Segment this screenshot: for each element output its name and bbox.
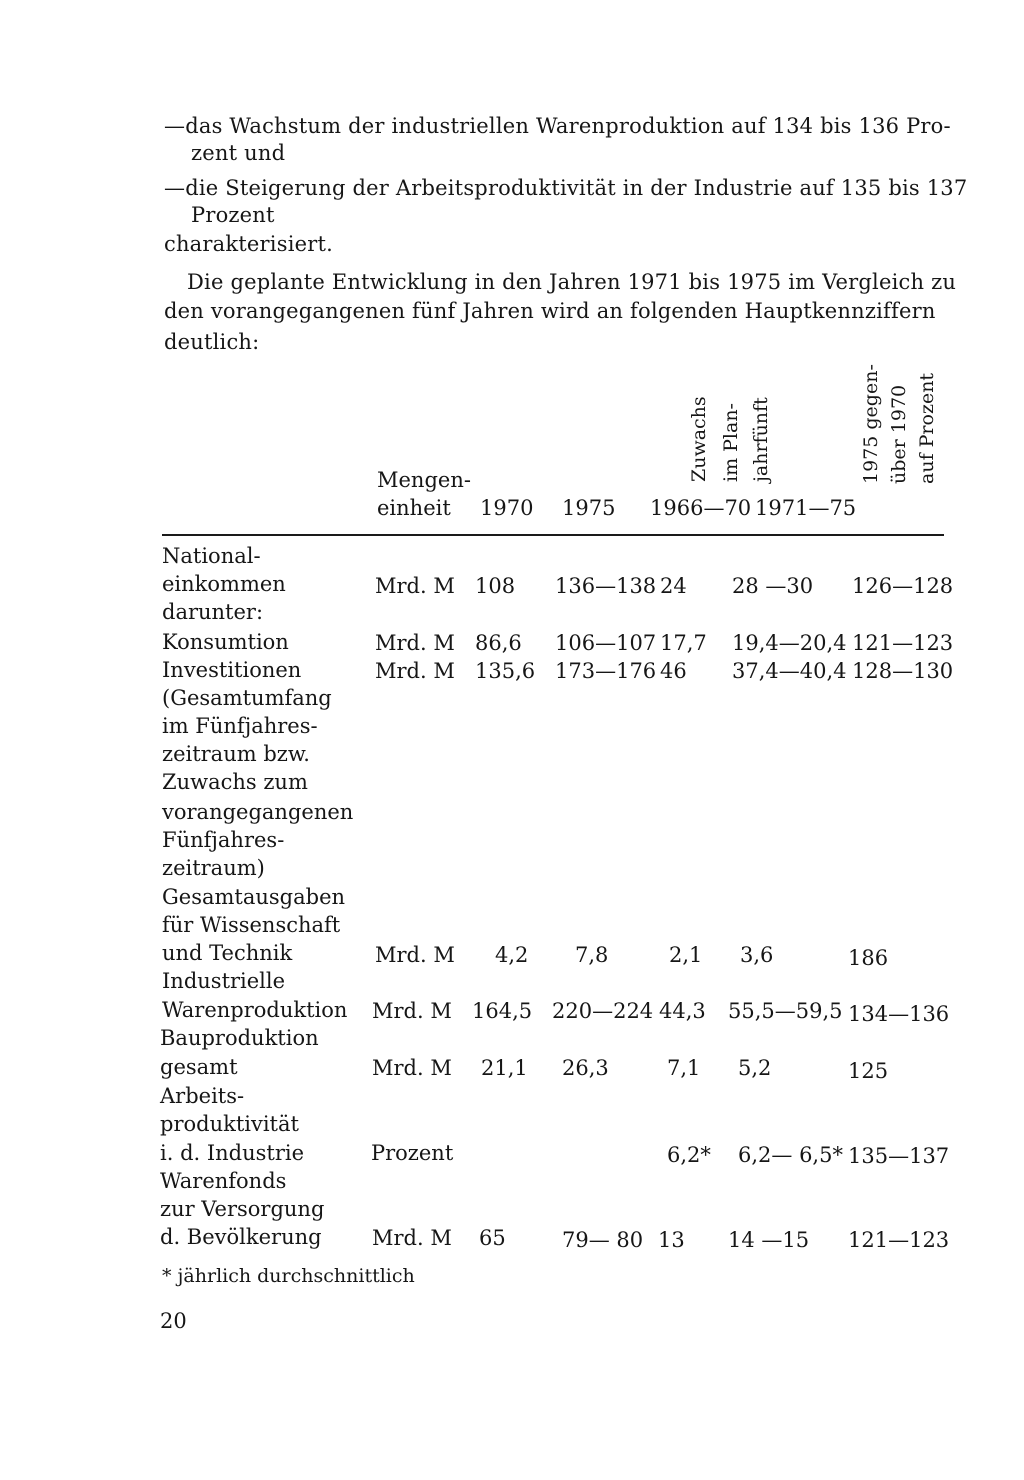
row-label: Investitionen bbox=[162, 658, 302, 682]
header-unit-1: Mengen- bbox=[377, 468, 471, 492]
row-growth-7175: 5,2 bbox=[738, 1056, 772, 1080]
row-label: gesamt bbox=[160, 1055, 238, 1079]
row-label: einkommen bbox=[162, 572, 286, 596]
row-pct: 186 bbox=[848, 946, 889, 970]
header-growth-rot-2: im Plan- bbox=[720, 403, 742, 482]
table-footnote: * jährlich durchschnittlich bbox=[162, 1265, 415, 1287]
intro-line-5: charakterisiert. bbox=[164, 232, 333, 256]
row-growth-7175: 3,6 bbox=[740, 943, 774, 967]
row-label: zeitraum bzw. bbox=[162, 742, 310, 766]
intro-line-1: —das Wachstum der industriellen Warenproduktion auf 134 bis 136 Pro- bbox=[164, 114, 951, 138]
header-growth-rot-1: Zuwachs bbox=[688, 396, 710, 482]
row-1970: 86,6 bbox=[475, 631, 522, 655]
row-1975: 79— 80 bbox=[562, 1228, 644, 1252]
row-unit: Mrd. M bbox=[372, 999, 452, 1023]
row-label: Gesamtausgaben bbox=[162, 885, 346, 909]
row-label: Arbeits- bbox=[160, 1084, 245, 1108]
header-growth-rot-3: jahrfünft bbox=[750, 397, 772, 482]
row-1970: 135,6 bbox=[475, 659, 536, 683]
intro-line-6: Die geplante Entwicklung in den Jahren 1971 bis 1975 im Vergleich zu bbox=[187, 270, 957, 294]
row-1970: 108 bbox=[475, 574, 516, 598]
row-1975: 220—224 bbox=[552, 999, 654, 1023]
row-label: d. Bevölkerung bbox=[160, 1225, 322, 1249]
row-pct: 121—123 bbox=[852, 631, 954, 655]
intro-line-8: deutlich: bbox=[164, 330, 260, 354]
row-unit: Prozent bbox=[371, 1141, 454, 1165]
intro-line-7: den vorangegangenen fünf Jahren wird an folgenden Hauptkennziffern bbox=[164, 299, 936, 323]
row-label: produktivität bbox=[160, 1112, 299, 1136]
row-growth-7175: 19,4—20,4 bbox=[732, 631, 847, 655]
header-1971-75: 1971—75 bbox=[755, 496, 857, 520]
row-label: und Technik bbox=[162, 941, 293, 965]
row-label: i. d. Industrie bbox=[160, 1141, 305, 1165]
row-label: zeitraum) bbox=[162, 856, 265, 880]
row-1970: 164,5 bbox=[472, 999, 533, 1023]
row-1975: 136—138 bbox=[555, 574, 657, 598]
row-pct: 121—123 bbox=[848, 1228, 950, 1252]
row-label: Warenproduktion bbox=[162, 998, 348, 1022]
row-growth-7175: 37,4—40,4 bbox=[732, 659, 847, 683]
table-rule bbox=[162, 534, 944, 536]
page-number: 20 bbox=[160, 1309, 187, 1333]
row-1975: 173—176 bbox=[555, 659, 657, 683]
row-label: darunter: bbox=[162, 600, 264, 624]
row-1975: 7,8 bbox=[575, 943, 609, 967]
row-growth-7175: 6,2— 6,5* bbox=[738, 1143, 843, 1167]
row-pct: 134—136 bbox=[848, 1002, 950, 1026]
header-1966-70: 1966—70 bbox=[650, 496, 752, 520]
row-growth-6670: 46 bbox=[660, 659, 687, 683]
row-growth-7175: 55,5—59,5 bbox=[728, 999, 843, 1023]
row-unit: Mrd. M bbox=[375, 574, 455, 598]
row-growth-6670: 44,3 bbox=[659, 999, 706, 1023]
row-pct: 128—130 bbox=[852, 659, 954, 683]
row-1975: 26,3 bbox=[562, 1056, 609, 1080]
row-label: im Fünfjahres- bbox=[162, 714, 318, 738]
row-label: (Gesamtumfang bbox=[162, 686, 332, 710]
row-1970: 4,2 bbox=[495, 943, 529, 967]
row-label: Konsumtion bbox=[162, 630, 289, 654]
row-growth-6670: 6,2* bbox=[667, 1143, 711, 1167]
header-1970: 1970 bbox=[480, 496, 534, 520]
row-label: Bauproduktion bbox=[160, 1026, 319, 1050]
row-label: Zuwachs zum bbox=[162, 770, 308, 794]
row-pct: 125 bbox=[848, 1059, 889, 1083]
row-unit: Mrd. M bbox=[375, 943, 455, 967]
row-growth-6670: 24 bbox=[660, 574, 687, 598]
intro-line-2: zent und bbox=[191, 141, 286, 165]
row-growth-6670: 2,1 bbox=[669, 943, 703, 967]
row-unit: Mrd. M bbox=[375, 659, 455, 683]
row-growth-6670: 13 bbox=[658, 1228, 685, 1252]
row-1975: 106—107 bbox=[555, 631, 657, 655]
row-1970: 21,1 bbox=[481, 1056, 528, 1080]
row-growth-6670: 7,1 bbox=[667, 1056, 701, 1080]
row-growth-6670: 17,7 bbox=[660, 631, 707, 655]
intro-line-4: Prozent bbox=[191, 203, 275, 227]
row-pct: 135—137 bbox=[848, 1144, 950, 1168]
row-label: für Wissenschaft bbox=[162, 913, 341, 937]
row-label: Industrielle bbox=[162, 969, 286, 993]
row-unit: Mrd. M bbox=[372, 1056, 452, 1080]
row-unit: Mrd. M bbox=[372, 1226, 452, 1250]
row-1970: 65 bbox=[479, 1226, 506, 1250]
row-label: National- bbox=[162, 544, 261, 568]
header-unit-2: einheit bbox=[377, 496, 451, 520]
row-growth-7175: 28 —30 bbox=[732, 574, 814, 598]
header-pct-rot-2: über 1970 bbox=[888, 384, 910, 484]
row-label: zur Versorgung bbox=[160, 1197, 325, 1221]
header-pct-rot-1: 1975 gegen- bbox=[860, 364, 882, 484]
row-label: Fünfjahres- bbox=[162, 828, 285, 852]
header-pct-rot-3: auf Prozent bbox=[916, 372, 938, 484]
row-growth-7175: 14 —15 bbox=[728, 1228, 810, 1252]
row-label: vorangegangenen bbox=[162, 800, 354, 824]
row-unit: Mrd. M bbox=[375, 631, 455, 655]
header-1975: 1975 bbox=[562, 496, 616, 520]
intro-line-3: —die Steigerung der Arbeitsproduktivität in der Industrie auf 135 bis 137 bbox=[164, 176, 968, 200]
row-label: Warenfonds bbox=[160, 1169, 287, 1193]
row-pct: 126—128 bbox=[852, 574, 954, 598]
